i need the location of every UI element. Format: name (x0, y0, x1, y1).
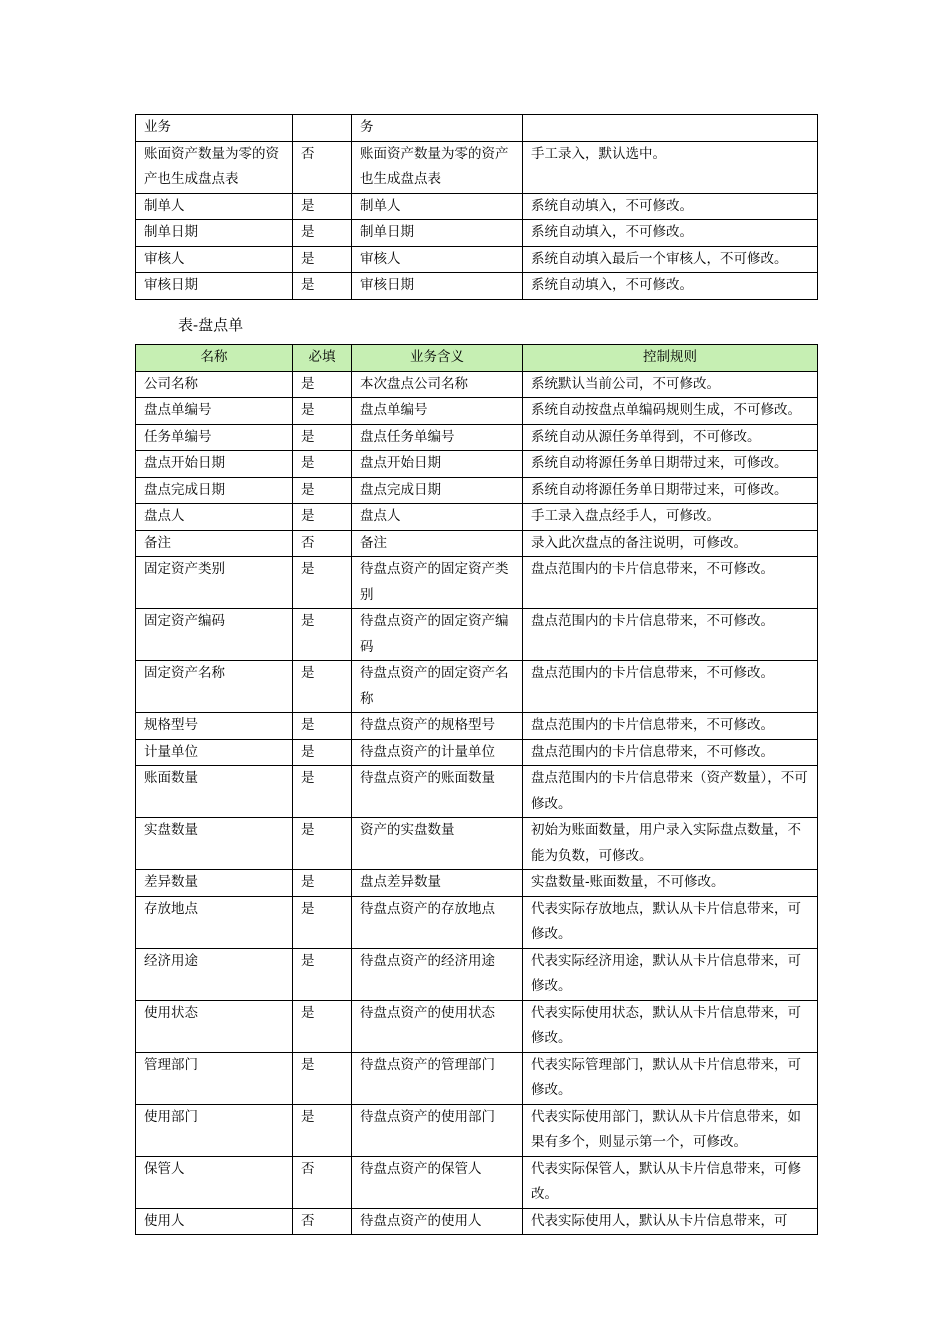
cell-name: 公司名称 (136, 371, 293, 398)
cell-required: 否 (293, 141, 352, 193)
cell-required: 是 (293, 193, 352, 220)
cell-required: 是 (293, 739, 352, 766)
cell-meaning: 备注 (352, 530, 523, 557)
header-rule: 控制规则 (523, 345, 818, 372)
table-row (136, 477, 818, 504)
cell-name: 制单日期 (136, 220, 293, 247)
cell-required: 是 (293, 1104, 352, 1156)
cell-name: 业务 (136, 115, 293, 142)
table-row (136, 220, 818, 247)
cell-name: 盘点完成日期 (136, 477, 293, 504)
table-row (136, 141, 818, 193)
cell-rule: 系统默认当前公司，不可修改。 (523, 371, 818, 398)
table-row (136, 661, 818, 713)
table-row (136, 739, 818, 766)
cell-required: 是 (293, 766, 352, 818)
cell-required: 是 (293, 477, 352, 504)
cell-rule: 系统自动填入，不可修改。 (523, 193, 818, 220)
table-row (136, 557, 818, 609)
cell-meaning: 盘点差异数量 (352, 870, 523, 897)
table-row (136, 1104, 818, 1156)
cell-meaning: 待盘点资产的固定资产编码 (352, 609, 523, 661)
cell-required: 是 (293, 557, 352, 609)
cell-name: 备注 (136, 530, 293, 557)
cell-meaning: 待盘点资产的使用人 (352, 1208, 523, 1235)
cell-name: 审核人 (136, 246, 293, 273)
cell-rule: 系统自动按盘点单编码规则生成，不可修改。 (523, 398, 818, 425)
cell-meaning: 盘点开始日期 (352, 451, 523, 478)
cell-required: 否 (293, 1208, 352, 1235)
table-row (136, 530, 818, 557)
table-row (136, 609, 818, 661)
table-row (136, 948, 818, 1000)
cell-rule: 代表实际保管人，默认从卡片信息带来，可修改。 (523, 1156, 818, 1208)
cell-rule: 手工录入盘点经手人，可修改。 (523, 504, 818, 531)
cell-required: 是 (293, 896, 352, 948)
cell-rule: 代表实际经济用途，默认从卡片信息带来，可修改。 (523, 948, 818, 1000)
table-row (136, 1052, 818, 1104)
table-row (136, 1208, 818, 1235)
cell-name: 管理部门 (136, 1052, 293, 1104)
cell-meaning: 待盘点资产的固定资产类别 (352, 557, 523, 609)
table-row (136, 766, 818, 818)
cell-rule: 代表实际存放地点，默认从卡片信息带来，可修改。 (523, 896, 818, 948)
cell-required: 是 (293, 451, 352, 478)
cell-meaning: 待盘点资产的固定资产名称 (352, 661, 523, 713)
cell-name: 存放地点 (136, 896, 293, 948)
table-row (136, 424, 818, 451)
cell-rule: 代表实际使用部门，默认从卡片信息带来，如果有多个，则显示第一个，可修改。 (523, 1104, 818, 1156)
cell-required: 是 (293, 371, 352, 398)
cell-required: 是 (293, 713, 352, 740)
cell-rule: 系统自动将源任务单日期带过来，可修改。 (523, 477, 818, 504)
table-row (136, 870, 818, 897)
cell-meaning: 待盘点资产的管理部门 (352, 1052, 523, 1104)
header-meaning: 业务含义 (352, 345, 523, 372)
cell-rule: 系统自动将源任务单日期带过来，可修改。 (523, 451, 818, 478)
cell-meaning: 待盘点资产的计量单位 (352, 739, 523, 766)
cell-rule: 系统自动填入，不可修改。 (523, 273, 818, 300)
cell-rule: 系统自动填入，不可修改。 (523, 220, 818, 247)
cell-required (293, 115, 352, 142)
cell-required: 是 (293, 870, 352, 897)
cell-rule: 系统自动填入最后一个审核人，不可修改。 (523, 246, 818, 273)
cell-required: 是 (293, 504, 352, 531)
header-required: 必填 (293, 345, 352, 372)
cell-name: 审核日期 (136, 273, 293, 300)
cell-name: 盘点单编号 (136, 398, 293, 425)
cell-name: 盘点开始日期 (136, 451, 293, 478)
cell-name: 账面资产数量为零的资产也生成盘点表 (136, 141, 293, 193)
cell-rule: 盘点范围内的卡片信息带来，不可修改。 (523, 661, 818, 713)
table-caption: 表-盘点单 (178, 316, 244, 334)
cell-meaning: 本次盘点公司名称 (352, 371, 523, 398)
cell-rule: 代表实际使用人，默认从卡片信息带来，可 (523, 1208, 818, 1235)
cell-name: 保管人 (136, 1156, 293, 1208)
table-header-row (136, 345, 818, 372)
cell-meaning: 待盘点资产的经济用途 (352, 948, 523, 1000)
table-row (136, 713, 818, 740)
cell-required: 是 (293, 1052, 352, 1104)
cell-rule: 盘点范围内的卡片信息带来，不可修改。 (523, 739, 818, 766)
table-row (136, 398, 818, 425)
cell-meaning: 制单人 (352, 193, 523, 220)
cell-required: 是 (293, 818, 352, 870)
cell-required: 是 (293, 220, 352, 247)
cell-required: 是 (293, 609, 352, 661)
cell-rule: 盘点范围内的卡片信息带来，不可修改。 (523, 609, 818, 661)
table-row (136, 818, 818, 870)
cell-name: 盘点人 (136, 504, 293, 531)
cell-meaning: 盘点单编号 (352, 398, 523, 425)
cell-meaning: 审核人 (352, 246, 523, 273)
cell-required: 是 (293, 948, 352, 1000)
cell-required: 是 (293, 661, 352, 713)
cell-name: 计量单位 (136, 739, 293, 766)
cell-required: 否 (293, 530, 352, 557)
cell-name: 规格型号 (136, 713, 293, 740)
table-row (136, 504, 818, 531)
cell-rule: 盘点范围内的卡片信息带来，不可修改。 (523, 557, 818, 609)
cell-name: 经济用途 (136, 948, 293, 1000)
inventory-sheet-table (135, 344, 818, 1235)
table-row (136, 371, 818, 398)
cell-name: 固定资产类别 (136, 557, 293, 609)
cell-meaning: 盘点人 (352, 504, 523, 531)
cell-meaning: 盘点任务单编号 (352, 424, 523, 451)
cell-meaning: 审核日期 (352, 273, 523, 300)
cell-name: 制单人 (136, 193, 293, 220)
cell-meaning: 账面资产数量为零的资产也生成盘点表 (352, 141, 523, 193)
cell-meaning: 待盘点资产的存放地点 (352, 896, 523, 948)
cell-rule (523, 115, 818, 142)
cell-rule: 盘点范围内的卡片信息带来，不可修改。 (523, 713, 818, 740)
cell-name: 固定资产编码 (136, 609, 293, 661)
cell-rule: 代表实际使用状态，默认从卡片信息带来，可修改。 (523, 1000, 818, 1052)
cell-required: 是 (293, 273, 352, 300)
table-row (136, 451, 818, 478)
cell-rule: 盘点范围内的卡片信息带来（资产数量），不可修改。 (523, 766, 818, 818)
cell-meaning: 待盘点资产的规格型号 (352, 713, 523, 740)
table-row (136, 1156, 818, 1208)
table-row (136, 1000, 818, 1052)
cell-name: 使用部门 (136, 1104, 293, 1156)
cell-rule: 系统自动从源任务单得到，不可修改。 (523, 424, 818, 451)
cell-rule: 录入此次盘点的备注说明，可修改。 (523, 530, 818, 557)
cell-name: 账面数量 (136, 766, 293, 818)
table-row (136, 896, 818, 948)
table-row (136, 273, 818, 300)
cell-required: 否 (293, 1156, 352, 1208)
cell-name: 实盘数量 (136, 818, 293, 870)
cell-required: 是 (293, 246, 352, 273)
cell-rule: 实盘数量-账面数量，不可修改。 (523, 870, 818, 897)
cell-meaning: 待盘点资产的使用部门 (352, 1104, 523, 1156)
cell-meaning: 制单日期 (352, 220, 523, 247)
cell-name: 任务单编号 (136, 424, 293, 451)
cell-required: 是 (293, 398, 352, 425)
cell-meaning: 待盘点资产的使用状态 (352, 1000, 523, 1052)
cell-name: 固定资产名称 (136, 661, 293, 713)
top-table (135, 114, 818, 300)
table-row (136, 246, 818, 273)
cell-name: 使用状态 (136, 1000, 293, 1052)
cell-meaning: 盘点完成日期 (352, 477, 523, 504)
cell-name: 差异数量 (136, 870, 293, 897)
cell-required: 是 (293, 424, 352, 451)
cell-meaning: 务 (352, 115, 523, 142)
cell-rule: 初始为账面数量，用户录入实际盘点数量，不能为负数，可修改。 (523, 818, 818, 870)
cell-meaning: 待盘点资产的账面数量 (352, 766, 523, 818)
cell-rule: 手工录入，默认选中。 (523, 141, 818, 193)
cell-name: 使用人 (136, 1208, 293, 1235)
header-name: 名称 (136, 345, 293, 372)
table-row (136, 115, 818, 142)
cell-rule: 代表实际管理部门，默认从卡片信息带来，可修改。 (523, 1052, 818, 1104)
cell-meaning: 资产的实盘数量 (352, 818, 523, 870)
table-row (136, 193, 818, 220)
cell-meaning: 待盘点资产的保管人 (352, 1156, 523, 1208)
cell-required: 是 (293, 1000, 352, 1052)
